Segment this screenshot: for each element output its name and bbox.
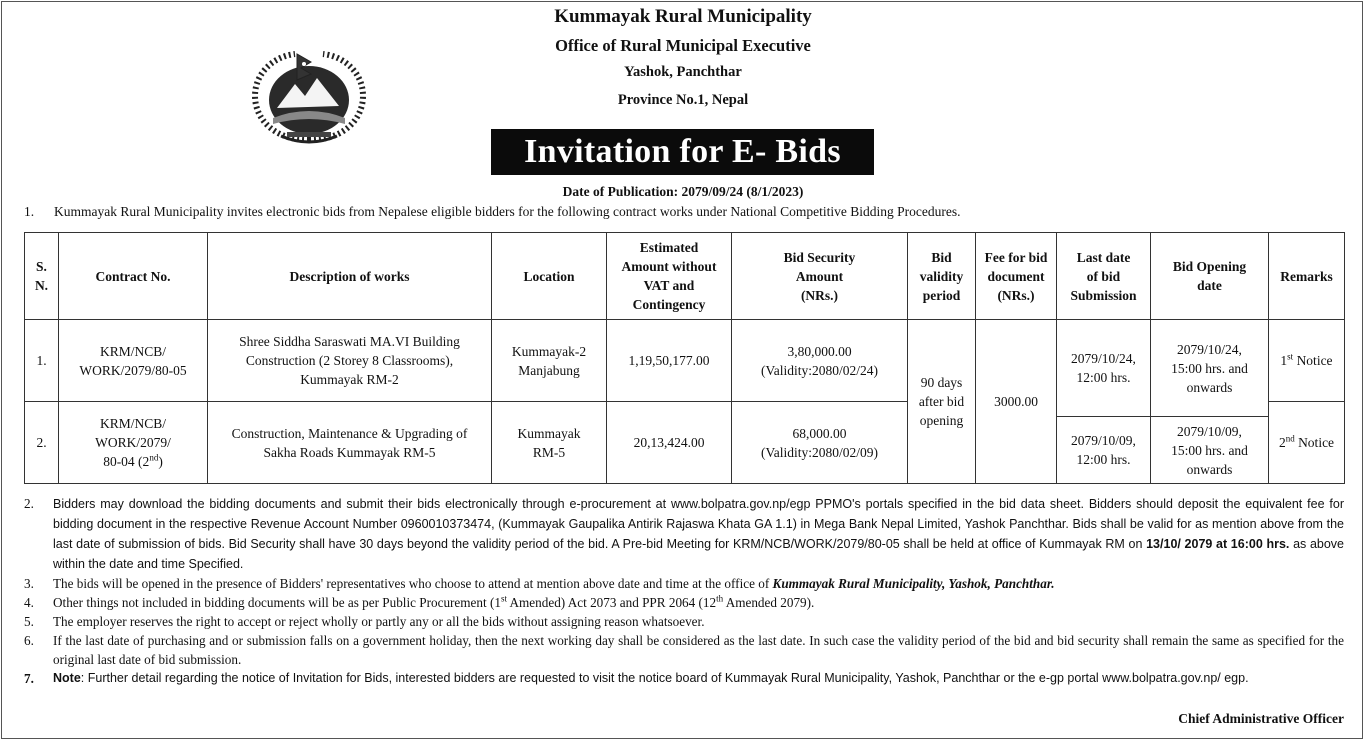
bids-table [24, 232, 1345, 484]
row2-opening-date: 2079/10/09, 15:00 hrs. and onwards [1151, 417, 1269, 484]
row2-location: Kummayak RM-5 [492, 402, 607, 484]
office-address: Yashok, Panchthar [624, 64, 742, 80]
header-bid-validity: Bid validity period [908, 233, 976, 320]
row1-remarks: 1st Notice [1269, 320, 1345, 402]
row1-amount: 1,19,50,177.00 [607, 320, 732, 402]
table-header-row [25, 233, 1345, 320]
row2-last-date: 2079/10/09, 12:00 hrs. [1057, 417, 1151, 484]
list-item: 3. The bids will be opened in the presence of Bidders' representatives who choose to attend at mention above date and time at the office of Kummayak Rural Municipality, Yashok, Panchthar. [24, 576, 1055, 591]
header-document-fee: Fee for bid document (NRs.) [976, 233, 1057, 320]
list-item: 7. Note: Further detail regarding the notice of Invitation for Bids, interested bidders are requested to visit the notice board of Kummayak Rural Municipality, Yashok, Panchthar or the e-gp portal www.bolpatra.gov.np/ egp. [24, 671, 1249, 686]
table-row [25, 320, 1345, 387]
row1-bid-security: 3,80,000.00 (Validity:2080/02/24) [732, 320, 908, 402]
row2-sn: 2. [25, 402, 59, 484]
row1-opening-date: 2079/10/24, 15:00 hrs. and onwards [1151, 320, 1269, 417]
row1-description: Shree Siddha Saraswati MA.VI Building Construction (2 Storey 8 Classrooms), Kummayak RM-2 [208, 320, 492, 402]
row1-location: Kummayak-2 Manjabung [492, 320, 607, 402]
province-name: Province No.1, Nepal [617, 92, 749, 108]
intro-text: Kummayak Rural Municipality invites electronic bids from Nepalese eligible bidders for the following contract works under National Competitive Bidding Procedures. [54, 204, 961, 219]
list-item: 5. The employer reserves the right to accept or reject wholly or partly any or all the bids without assigning reason whatsoever. [24, 614, 705, 629]
header-opening-date: Bid Opening date [1151, 233, 1269, 320]
intro-paragraph [24, 204, 961, 220]
header-estimated-amount: Estimated Amount without VAT and Contingency [607, 233, 732, 320]
document-fee: 3000.00 [976, 320, 1057, 484]
office-name: Office of Rural Municipal Executive [555, 36, 811, 55]
header-contract-no: Contract No. [59, 233, 208, 320]
bid-validity-period: 90 days after bid opening [908, 320, 976, 484]
list-item: 6. If the last date of purchasing and or submission falls on a government holiday, then the next working day shall be considered as the last date. In such case the validity period of the bid and bid security shall remain the same as specified for the original last date of bid submission. [24, 633, 1344, 667]
row2-contract-no: KRM/NCB/ WORK/2079/ 80-04 (2nd) [59, 402, 208, 484]
notice-title: Invitation for E- Bids [491, 129, 874, 175]
row2-remarks: 2nd Notice [1269, 402, 1345, 484]
header-last-date: Last date of bid Submission [1057, 233, 1151, 320]
row2-description: Construction, Maintenance & Upgrading of Sakha Roads Kummayak RM-5 [208, 402, 492, 484]
header-remarks: Remarks [1269, 233, 1345, 320]
publication-date: Date of Publication: 2079/09/24 (8/1/2023) [562, 184, 804, 199]
header-bid-security: Bid Security Amount (NRs.) [732, 233, 908, 320]
list-item: 4. Other things not included in bidding documents will be as per Public Procurement (1st Amended) Act 2073 and PPR 2064 (12th Amended 2079). [24, 593, 815, 610]
municipality-name: Kummayak Rural Municipality [554, 6, 812, 27]
row1-last-date: 2079/10/24, 12:00 hrs. [1057, 320, 1151, 417]
header-location: Location [492, 233, 607, 320]
row2-bid-security: 68,000.00 (Validity:2080/02/09) [732, 402, 908, 484]
row1-sn: 1. [25, 320, 59, 402]
header-sn: S. N. [25, 233, 59, 320]
row2-amount: 20,13,424.00 [607, 402, 732, 484]
notes-list [24, 494, 1344, 688]
row1-contract-no: KRM/NCB/ WORK/2079/80-05 [59, 320, 208, 402]
signature-title: Chief Administrative Officer [1178, 711, 1344, 726]
header-description: Description of works [208, 233, 492, 320]
list-item: 2. Bidders may download the bidding documents and submit their bids electronically through e-procurement at www.bolpatra.gov.np/egp PPMO's portals specified in the bid data sheet. Bidders should deposit the equivalent fee for bidding document in the respective Revenue Account Number 0960010373474, (Kummayak Gaupalika Antirik Rajaswa Khata GA 1.1) in Mega Bank Nepal Limited, Yashok Panchthar. Bids shall be valid for as mention above from the last date of submission of bids. Bid Security shall have 30 days beyond the validity period of the bid. A Pre-bid Meeting for KRM/NCB/WORK/2079/80-05 shall be held at office of Kummayak RM on 13/10/ 2079 at 16:00 hrs. as above within the date and time Specified. [24, 496, 1344, 571]
intro-number: 1. [24, 204, 35, 219]
